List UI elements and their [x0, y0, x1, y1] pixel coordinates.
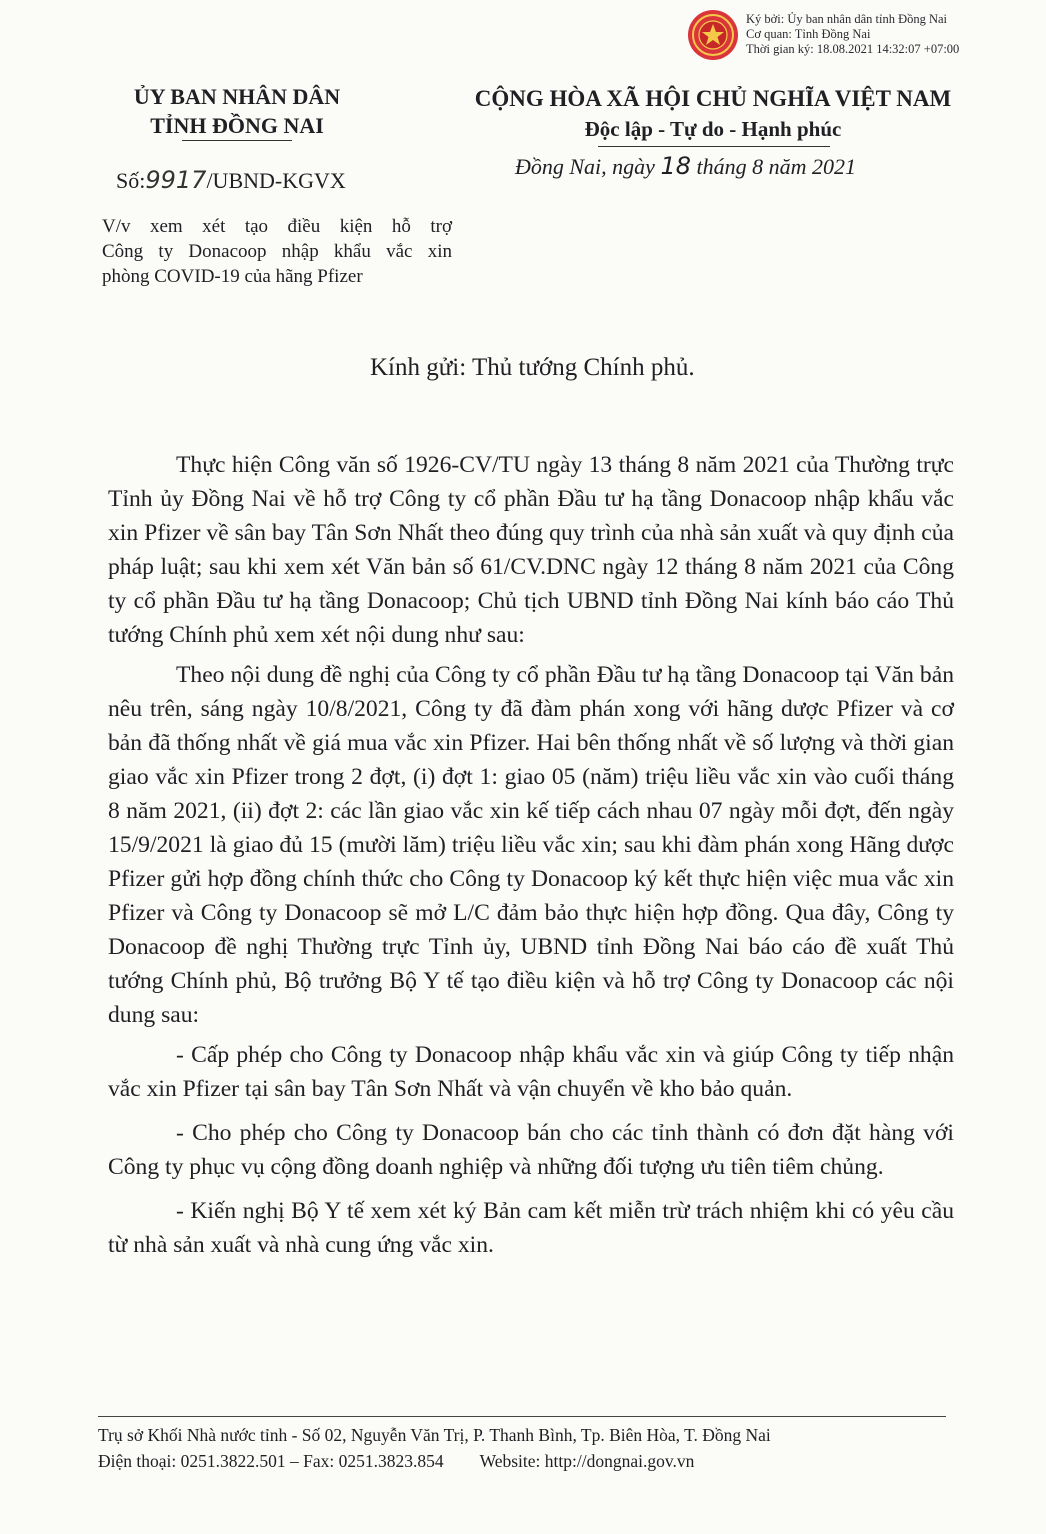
digital-signature-info: [746, 12, 959, 57]
paragraph-2: Theo nội dung đề nghị của Công ty cổ phần Đầu tư hạ tầng Donacoop tại Văn bản nêu trên, sáng ngày 10/8/2021, Công ty đã đàm phán xong với hãng dược Pfizer và cơ bản đã thống nhất về giá mua vắc xin Pfizer. Hai bên thống nhất về số lượng và thời gian giao vắc xin Pfizer trong 2 đợt, (i) đợt 1: giao 05 (năm) triệu liều vắc xin vào cuối tháng 8 năm 2021, (ii) đợt 2: các lần giao vắc xin kế tiếp cách nhau 07 ngày mỗi đợt, đến ngày 15/9/2021 là giao đủ 15 (mười lăm) triệu liều vắc xin; sau khi đàm phán xong Hãng dược Pfizer gửi hợp đồng chính thức cho Công ty Donacoop ký kết thực hiện việc mua vắc xin Pfizer và Công ty Donacoop sẽ mở L/C đảm bảo thực hiện hợp đồng. Qua đây, Công ty Donacoop đề nghị Thường trực Tỉnh ủy, UBND tỉnh Đồng Nai báo cáo đề xuất Thủ tướng Chính phủ, Bộ trưởng Bộ Y tế tạo điều kiện và hỗ trợ Công ty Donacoop các nội dung sau:: [108, 662, 954, 1028]
motto-underline: [598, 146, 830, 147]
star-emblem-icon: [691, 13, 735, 57]
subject-summary: [102, 214, 452, 289]
issuing-agency: [92, 82, 382, 140]
date-prefix: Đồng Nai, ngày: [515, 154, 655, 179]
national-title: CỘNG HÒA XÃ HỘI CHỦ NGHĨA VIỆT NAM: [474, 86, 952, 111]
footer-website: Website: http://dongnai.gov.vn: [479, 1451, 695, 1471]
date-day-handwritten: 18: [660, 152, 691, 180]
signing-agency: Cơ quan: Tỉnh Đồng Nai: [746, 27, 871, 41]
footer-contact: [98, 1448, 771, 1474]
national-header: [448, 84, 978, 144]
doc-number-handwritten: 9917: [145, 166, 207, 194]
signed-by: Ký bởi: Ủy ban nhân dân tỉnh Đồng Nai: [746, 12, 948, 26]
subject-line2: Công ty Donacoop nhập khẩu vắc xin: [102, 241, 452, 262]
signing-time: Thời gian ký: 18.08.2021 14:32:07 +07:00: [746, 42, 960, 56]
footer-phone-fax: Điện thoại: 0251.3822.501 – Fax: 0251.3823.854: [98, 1451, 444, 1471]
footer-address: Trụ sở Khối Nhà nước tỉnh - Số 02, Nguyễn Văn Trị, P. Thanh Bình, Tp. Biên Hòa, T. Đồng Nai: [98, 1425, 771, 1445]
request-item-3: - Kiến nghị Bộ Y tế xem xét ký Bản cam kết miễn trừ trách nhiệm khi có yêu cầu từ nhà sản xuất và nhà cung ứng vắc xin.: [108, 1198, 954, 1258]
footer-divider: [98, 1416, 946, 1417]
subject-line3: phòng COVID-19 của hãng Pfizer: [102, 266, 363, 287]
subject-line1: V/v xem xét tạo điều kiện hỗ trợ: [102, 216, 452, 237]
footer: [98, 1422, 771, 1474]
national-motto: Độc lập - Tự do - Hạnh phúc: [584, 117, 842, 141]
request-item-1: - Cấp phép cho Công ty Donacoop nhập khẩu vắc xin và giúp Công ty tiếp nhận vắc xin Pfizer tại sân bay Tân Sơn Nhất và vận chuyển về kho bảo quản.: [108, 1042, 954, 1102]
recipient: Kính gửi: Thủ tướng Chính phủ.: [370, 354, 695, 381]
national-emblem-seal-icon: [688, 10, 738, 60]
doc-number-suffix: /UBND-KGVX: [206, 168, 346, 193]
request-item-2: - Cho phép cho Công ty Donacoop bán cho các tỉnh thành có đơn đặt hàng với Công ty phục vụ cộng đồng doanh nghiệp và những đối tượng ưu tiên tiêm chủng.: [108, 1120, 954, 1180]
document-number: [116, 166, 346, 194]
letter-body: [108, 448, 954, 1262]
doc-number-prefix: Số:: [116, 168, 146, 193]
paragraph-1: Thực hiện Công văn số 1926-CV/TU ngày 13 tháng 8 năm 2021 của Thường trực Tỉnh ủy Đồng Nai về hỗ trợ Công ty cổ phần Đầu tư hạ tầng Donacoop nhập khẩu vắc xin Pfizer về sân bay Tân Sơn Nhất theo đúng quy trình của nhà sản xuất và quy định của pháp luật; sau khi xem xét Văn bản số 61/CV.DNC ngày 12 tháng 8 năm 2021 của Công ty cổ phần Đầu tư hạ tầng Donacoop; Chủ tịch UBND tỉnh Đồng Nai kính báo cáo Thủ tướng Chính phủ xem xét nội dung như sau:: [108, 452, 954, 648]
issuing-agency-line1: ỦY BAN NHÂN DÂN: [133, 84, 341, 109]
agency-underline: [182, 140, 292, 141]
date-suffix: tháng 8 năm 2021: [696, 154, 856, 179]
issue-date: [515, 152, 856, 180]
issuing-agency-line2: TỈNH ĐỒNG NAI: [150, 113, 324, 138]
